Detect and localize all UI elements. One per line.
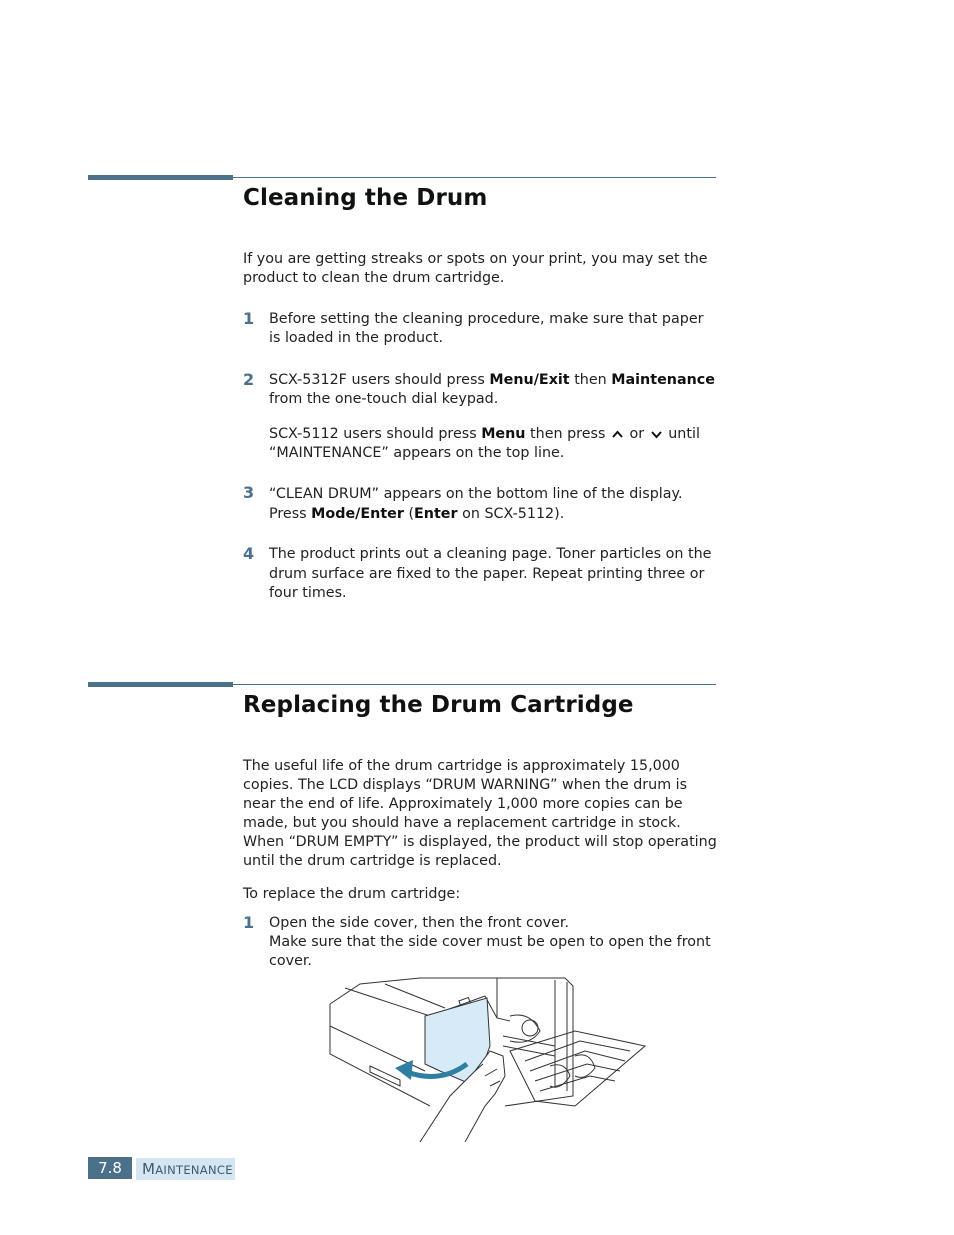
step-text: The product prints out a cleaning page. Toner particles on the drum surface are fixed to the paper. Repeat printing three or four times.: [269, 546, 712, 601]
chapter-label: MAINTENANCE: [136, 1158, 235, 1180]
step-text: SCX-5312F users should press Menu/Exit then Maintenance from the one-touch dial keypad.: [269, 372, 715, 407]
section-rule-thick: [88, 682, 233, 687]
key-maintenance: Maintenance: [611, 372, 715, 388]
lead-paragraph: To replace the drum cartridge:: [243, 886, 461, 902]
step-number: 4: [243, 544, 255, 563]
key-enter: Enter: [414, 506, 458, 522]
page-number: 7.8: [88, 1157, 132, 1179]
intro-paragraph: If you are getting streaks or spots on your print, you may set the product to clean the drum cartridge.: [243, 251, 708, 286]
step-text: “CLEAN DRUM” appears on the bottom line of the display. Press Mode/Enter (Enter on SCX-5112).: [269, 486, 683, 522]
step-number: 3: [243, 483, 255, 502]
section-rule-thin: [233, 684, 716, 685]
printer-opening-cover-illustration: [325, 976, 650, 1142]
step-text: Before setting the cleaning procedure, make sure that paper is loaded in the product.: [269, 311, 704, 346]
section-title-replacing-drum: Replacing the Drum Cartridge: [243, 692, 634, 718]
key-mode-enter: Mode/Enter: [311, 506, 404, 522]
step-text: Open the side cover, then the front cover. Make sure that the side cover must be open to open the front cover.: [269, 915, 711, 969]
step-number: 2: [243, 370, 255, 389]
key-menu-exit: Menu/Exit: [489, 372, 570, 388]
step-number: 1: [243, 913, 255, 932]
chevron-down-icon: [651, 430, 662, 439]
section-rule-thick: [88, 175, 233, 180]
intro-paragraph: The useful life of the drum cartridge is approximately 15,000 copies. The LCD displays “DRUM WARNING” when the drum is near the end of life. Approximately 1,000 more copies can be made, but you should have a replacement cartridge in stock. When “DRUM EMPTY” is displayed, the product will stop operating until the drum cartridge is replaced.: [243, 758, 717, 869]
chevron-up-icon: [612, 430, 623, 439]
section-title-cleaning-drum: Cleaning the Drum: [243, 185, 488, 211]
section-rule-thin: [233, 177, 716, 178]
key-menu: Menu: [481, 426, 526, 442]
step-number: 1: [243, 309, 255, 328]
step-text-alt: SCX-5112 users should press Menu then press or until “MAINTENANCE” appears on the top line.: [269, 426, 700, 461]
